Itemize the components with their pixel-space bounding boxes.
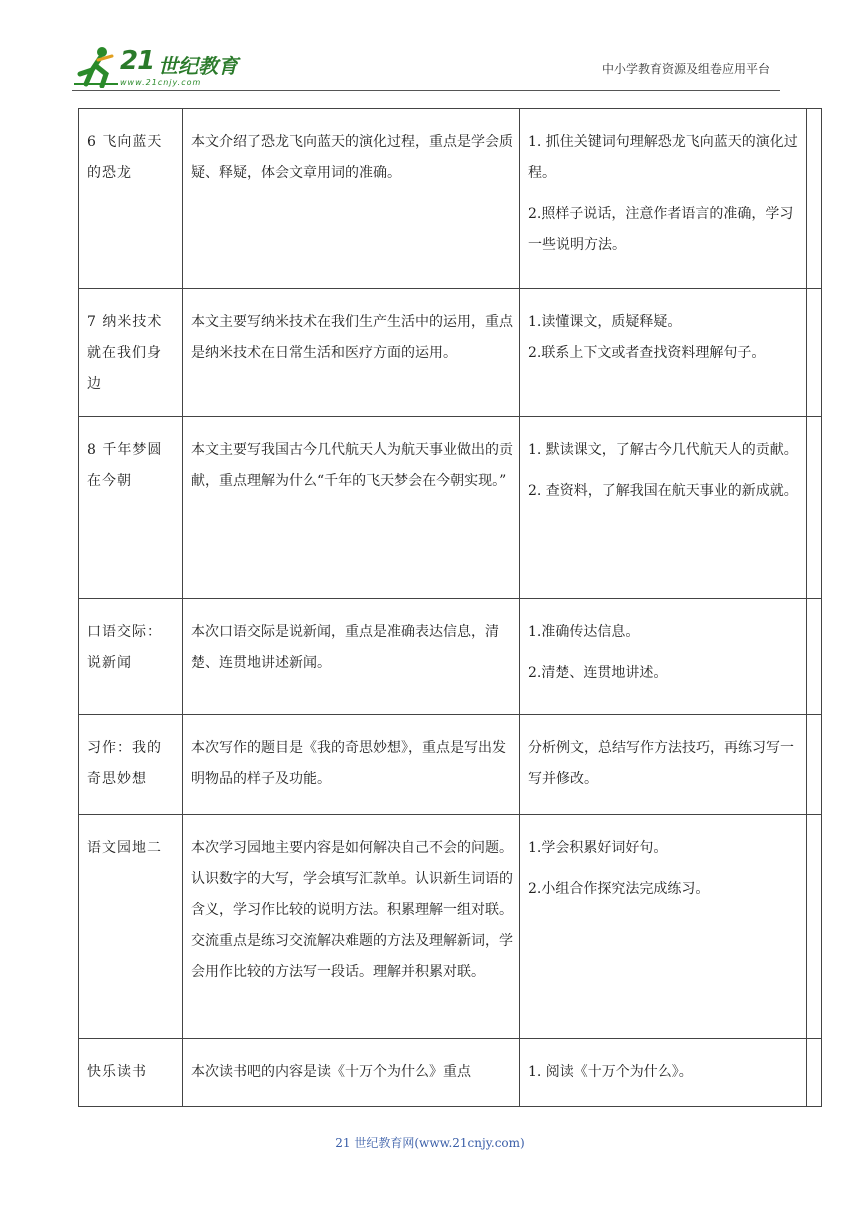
platform-name: 中小学教育资源及组卷应用平台 bbox=[601, 62, 770, 76]
lesson-title: 6 飞向蓝天的恐龙 bbox=[79, 109, 183, 289]
header-divider bbox=[72, 90, 780, 91]
lesson-goals bbox=[520, 109, 807, 289]
logo-number: 21 bbox=[120, 46, 155, 76]
lesson-summary: 本文介绍了恐龙飞向蓝天的演化过程，重点是学会质疑、释疑，体会文章用词的准确。 bbox=[183, 109, 520, 289]
table-row bbox=[79, 715, 822, 815]
lesson-summary: 本文主要写我国古今几代航天人为航天事业做出的贡献，重点理解为什么“千年的飞天梦会在今朝实现。” bbox=[183, 417, 520, 599]
lesson-goals bbox=[520, 599, 807, 715]
lesson-title: 口语交际：说新闻 bbox=[79, 599, 183, 715]
table-row bbox=[79, 815, 822, 1039]
logo-url: www.21cnjy.com bbox=[120, 78, 202, 87]
lesson-summary: 本文主要写纳米技术在我们生产生活中的运用，重点是纳米技术在日常生活和医疗方面的运用。 bbox=[183, 289, 520, 417]
table-row bbox=[79, 599, 822, 715]
goal-item: 分析例文，总结写作方法技巧，再练习写一写并修改。 bbox=[528, 740, 794, 787]
margin-cell bbox=[807, 715, 822, 815]
goal-item: 2.小组合作探究法完成练习。 bbox=[528, 881, 710, 897]
lesson-title: 快乐读书 bbox=[79, 1039, 183, 1107]
site-logo bbox=[72, 44, 262, 94]
goal-item: 2.照样子说话，注意作者语言的准确，学习一些说明方法。 bbox=[528, 206, 794, 253]
goal-item: 2. 查资料，了解我国在航天事业的新成就。 bbox=[528, 483, 798, 499]
table-row bbox=[79, 289, 822, 417]
table-row bbox=[79, 1039, 822, 1107]
goal-item: 1.准确传达信息。 bbox=[528, 624, 640, 640]
lesson-title: 8 千年梦圆在今朝 bbox=[79, 417, 183, 599]
lesson-goals bbox=[520, 815, 807, 1039]
goal-item: 1. 默读课文，了解古今几代航天人的贡献。 bbox=[528, 442, 798, 458]
page-header bbox=[0, 0, 860, 100]
lesson-table bbox=[78, 108, 822, 1107]
runner-logo-icon bbox=[72, 44, 120, 88]
lesson-goals bbox=[520, 417, 807, 599]
table-row bbox=[79, 109, 822, 289]
lesson-summary: 本次口语交际是说新闻，重点是准确表达信息，清楚、连贯地讲述新闻。 bbox=[183, 599, 520, 715]
lesson-title: 7 纳米技术就在我们身边 bbox=[79, 289, 183, 417]
lesson-goals bbox=[520, 1039, 807, 1107]
margin-cell bbox=[807, 1039, 822, 1107]
lesson-summary: 本次写作的题目是《我的奇思妙想》，重点是写出发明物品的样子及功能。 bbox=[183, 715, 520, 815]
lesson-goals bbox=[520, 289, 807, 417]
goal-item: 1. 抓住关键词句理解恐龙飞向蓝天的演化过程。 bbox=[528, 134, 798, 181]
goal-item: 2.联系上下文或者查找资料理解句子。 bbox=[528, 345, 766, 361]
lesson-title: 语文园地二 bbox=[79, 815, 183, 1039]
lesson-goals bbox=[520, 715, 807, 815]
margin-cell bbox=[807, 815, 822, 1039]
logo-text: 世纪教育 bbox=[158, 54, 238, 78]
lesson-summary: 本次读书吧的内容是读《十万个为什么》重点 bbox=[183, 1039, 520, 1107]
goal-item: 1. 阅读《十万个为什么》。 bbox=[528, 1064, 693, 1080]
margin-cell bbox=[807, 289, 822, 417]
page-footer: 21 世纪教育网(www.21cnjy.com) bbox=[335, 1136, 525, 1150]
margin-cell bbox=[807, 109, 822, 289]
lesson-summary: 本次学习园地主要内容是如何解决自己不会的问题。认识数字的大写，学会填写汇款单。认识新生词语的含义，学习作比较的说明方法。积累理解一组对联。交流重点是练习交流解决难题的方法及理解新词，学会用作比较的方法写一段话。理解并积累对联。 bbox=[183, 815, 520, 1039]
lesson-title: 习作：我的奇思妙想 bbox=[79, 715, 183, 815]
goal-item: 2.清楚、连贯地讲述。 bbox=[528, 665, 668, 681]
margin-cell bbox=[807, 417, 822, 599]
goal-item: 1.读懂课文，质疑释疑。 bbox=[528, 314, 682, 330]
table-row bbox=[79, 417, 822, 599]
margin-cell bbox=[807, 599, 822, 715]
goal-item: 1.学会积累好词好句。 bbox=[528, 840, 668, 856]
